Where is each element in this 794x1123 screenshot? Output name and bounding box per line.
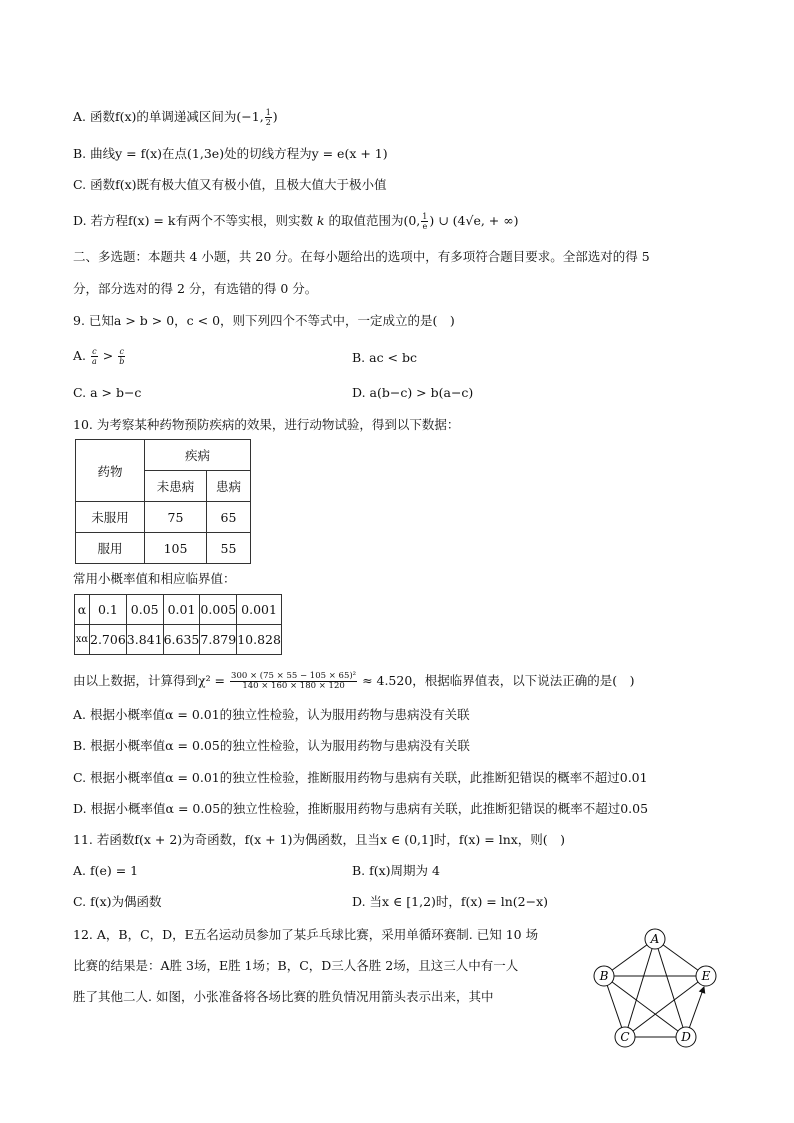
table-cell: 0.001 <box>237 595 282 625</box>
fraction-den: a <box>91 357 97 366</box>
x-alpha-label: xα <box>75 625 90 655</box>
critical-values-table <box>74 594 282 655</box>
calc-prefix: 由以上数据，计算得到χ² = <box>73 673 226 688</box>
edge-ac <box>625 939 655 1037</box>
chi-square-fraction <box>230 672 357 691</box>
edge-ad <box>655 939 686 1037</box>
q9-option-d: D. a(b−c) > b(a−c) <box>352 385 474 400</box>
q9-option-c: C. a > b−c <box>73 385 142 400</box>
table-cell: 7.879 <box>200 625 237 655</box>
fraction-num: 1 <box>422 212 428 221</box>
table-row <box>76 502 251 533</box>
diagram-nodes <box>594 929 716 1047</box>
section2-line2: 分，部分选对的得 2 分，有选错的得 0 分。 <box>73 281 318 296</box>
q10-option-c: C. 根据小概率值α = 0.01的独立性检验，推断服用药物与患病有关联，此推断犯错误的概率不超过0.01 <box>73 770 648 785</box>
table-cell: 0.01 <box>163 595 200 625</box>
fraction-den: b <box>119 357 125 366</box>
table-cell: 6.635 <box>163 625 200 655</box>
fraction-den: 140 × 160 × 180 × 120 <box>242 681 345 691</box>
fraction-den: 2 <box>265 118 271 127</box>
q11-option-d: D. 当x ∈ [1,2)时，f(x) = ln(2−x) <box>352 894 549 909</box>
table-header-has-disease: 患病 <box>207 471 251 502</box>
table-cell: 65 <box>207 502 251 533</box>
critical-values-title: 常用小概率值和相应临界值： <box>73 571 236 586</box>
table-cell: 0.1 <box>90 595 127 625</box>
node-c-label: C <box>620 1030 630 1044</box>
table-cell: 3.841 <box>126 625 163 655</box>
q8-a-text: A. 函数f(x)的单调递减区间为(−1, <box>73 109 264 124</box>
fraction-num: c <box>92 347 97 356</box>
q9-a-op: > <box>98 348 118 363</box>
alpha-label: α <box>75 595 90 625</box>
table-cell: 2.706 <box>90 625 127 655</box>
table-cell: 未服用 <box>76 502 145 533</box>
table-cell: 10.828 <box>237 625 282 655</box>
edge-bd <box>604 976 686 1037</box>
table-cell: 75 <box>145 502 207 533</box>
table-cell: 55 <box>207 533 251 564</box>
calc-suffix: ≈ 4.520，根据临界值表，以下说法正确的是( ) <box>362 673 635 688</box>
fraction <box>421 212 428 231</box>
fraction <box>265 108 272 127</box>
q8-a-suffix: ) <box>272 109 278 124</box>
q10-option-a: A. 根据小概率值α = 0.01的独立性检验，认为服用药物与患病没有关联 <box>73 707 470 722</box>
node-e-label: E <box>701 969 711 983</box>
q9-option-a <box>73 347 126 366</box>
q8-option-c: C. 函数f(x)既有极大值又有极小值，且极大值大于极小值 <box>73 177 387 192</box>
table-cell: 0.05 <box>126 595 163 625</box>
fraction-num: c <box>119 347 124 356</box>
q8-option-a <box>73 108 278 127</box>
q8-d-mid: 的取值范围为(0, <box>324 213 421 228</box>
table-header-no-disease: 未患病 <box>145 471 207 502</box>
table-header-disease: 疾病 <box>145 440 251 471</box>
contingency-table <box>75 439 251 564</box>
table-row <box>76 533 251 564</box>
q9-option-b: B. ac < bc <box>352 350 418 365</box>
diagram-edges <box>604 939 706 1037</box>
q8-d-suffix: ) ∪ (4√e, + ∞) <box>429 213 519 228</box>
q8-option-d <box>73 212 519 231</box>
tournament-diagram <box>590 925 720 1055</box>
q9-a-prefix: A. <box>73 348 90 363</box>
fraction-num: 1 <box>265 108 271 117</box>
q12-line2: 比赛的结果是：A胜 3场，E胜 1场；B，C，D三人各胜 2场，且这三人中有一人 <box>73 958 519 973</box>
fraction <box>91 347 98 366</box>
node-b-label: B <box>599 969 609 983</box>
q11-option-c: C. f(x)为偶函数 <box>73 894 162 909</box>
edge-ce <box>625 976 706 1037</box>
node-a-label: A <box>650 932 660 946</box>
fraction-den: e <box>422 222 428 231</box>
q12-line1: 12. A，B，C，D，E五名运动员参加了某乒乓球比赛，采用单循环赛制. 已知 10 场 <box>73 927 539 942</box>
q10-stem: 10. 为考察某种药物预防疾病的效果，进行动物试验，得到以下数据： <box>73 417 460 432</box>
q10-calculation <box>73 666 635 696</box>
table-header-drug: 药物 <box>76 440 145 502</box>
q11-stem: 11. 若函数f(x + 2)为奇函数，f(x + 1)为偶函数，且当x ∈ (0,1]时，f(x) = lnx，则( ) <box>73 832 566 847</box>
table-cell: 0.005 <box>200 595 237 625</box>
q11-option-b: B. f(x)周期为 4 <box>352 863 440 878</box>
q10-option-b: B. 根据小概率值α = 0.05的独立性检验，认为服用药物与患病没有关联 <box>73 738 470 753</box>
q11-option-a: A. f(e) = 1 <box>73 863 139 878</box>
q8-option-b: B. 曲线y = f(x)在点(1,3e)处的切线方程为y = e(x + 1) <box>73 146 388 161</box>
fraction-num: 300 × (75 × 55 − 105 × 65)² <box>231 671 357 681</box>
q12-line3: 胜了其他二人. 如图，小张准备将各场比赛的胜负情况用箭头表示出来，其中 <box>73 989 494 1004</box>
q10-option-d: D. 根据小概率值α = 0.05的独立性检验，推断服用药物与患病有关联，此推断犯错误的概率不超过0.05 <box>73 801 649 816</box>
table-cell: 105 <box>145 533 207 564</box>
node-d-label: D <box>681 1030 691 1044</box>
table-cell: 服用 <box>76 533 145 564</box>
fraction <box>118 347 125 366</box>
section2-line1: 二、多选题：本题共 4 小题，共 20 分。在每小题给出的选项中，有多项符合题目要求。全部选对的得 5 <box>73 249 650 264</box>
q9-stem: 9. 已知a > b > 0，c < 0，则下列四个不等式中，一定成立的是( ) <box>73 313 455 328</box>
q8-d-k: k <box>316 213 325 228</box>
q8-d-text: D. 若方程f(x) = k有两个不等实根，则实数 <box>73 213 317 228</box>
